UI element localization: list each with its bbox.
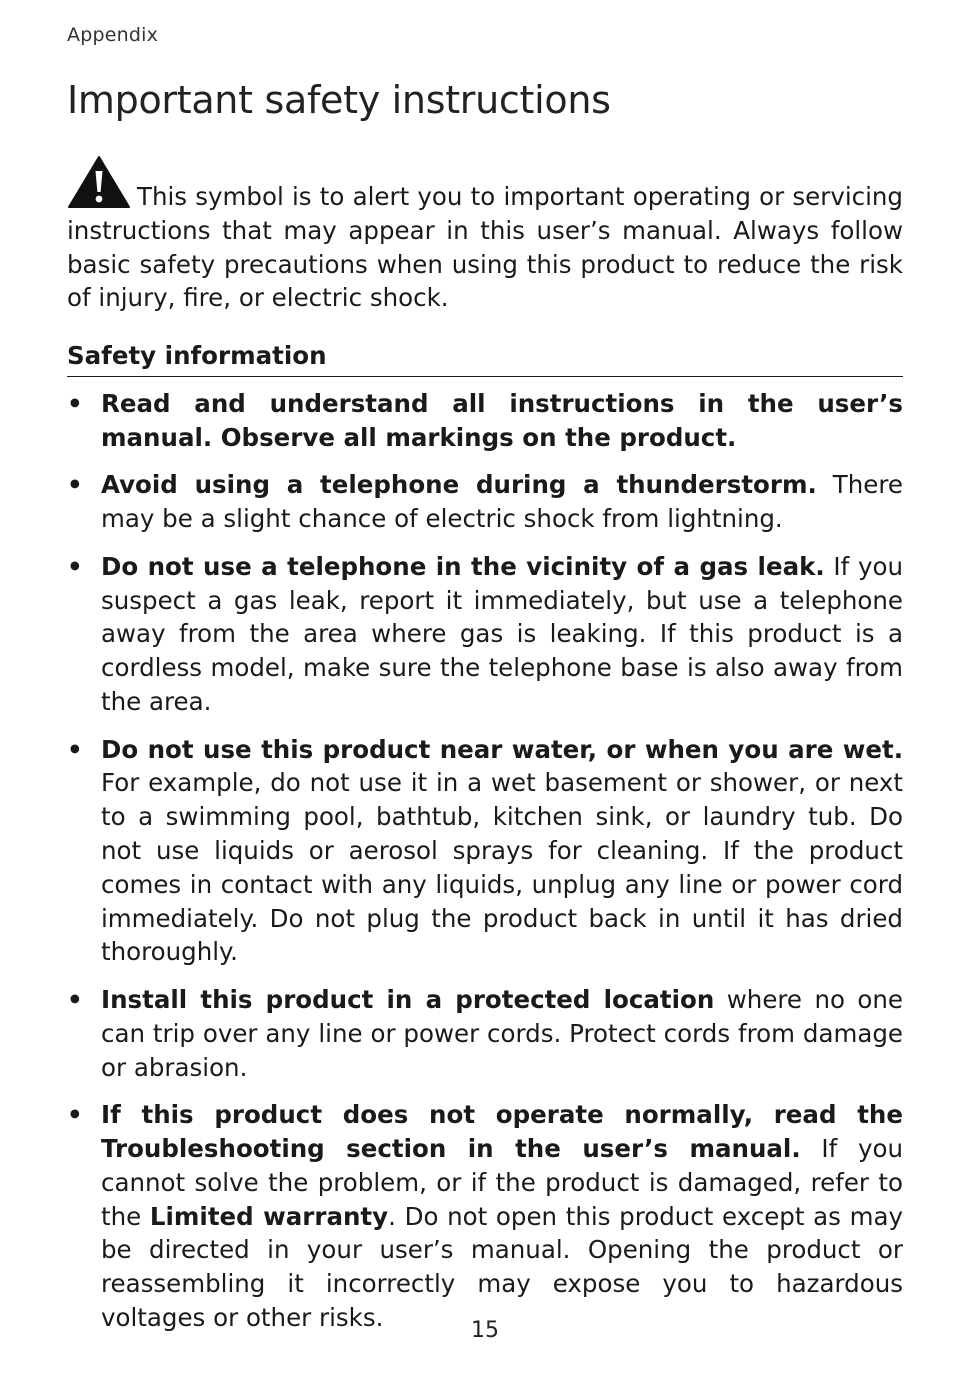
section-label: Appendix bbox=[67, 24, 159, 46]
item-bold-text: Do not use this product near water, or when you are wet. bbox=[101, 734, 903, 764]
list-item bbox=[67, 387, 903, 455]
list-item bbox=[67, 1098, 903, 1335]
item-text: where no one can trip over any line or power cords. Protect cords from damage or abrasion. bbox=[101, 984, 903, 1082]
limited-warranty-text: Limited warranty bbox=[149, 1201, 389, 1231]
item-text: There may be a slight chance of electric shock from lightning. bbox=[101, 470, 903, 534]
bullet-dot: • bbox=[67, 1100, 83, 1130]
item-bold-text: Read and understand all instructions in the user’s manual. Observe all markings on the product. bbox=[101, 389, 903, 452]
list-item bbox=[67, 983, 903, 1084]
intro-text: This symbol is to alert you to important operating or servicing instructions that may appear in this user’s manual. Always follow basic safety precautions when using this product to reduce the risk of injury, fire, or electric shock. bbox=[67, 182, 903, 313]
bullet-dot: • bbox=[67, 984, 83, 1014]
page-title: Important safety instructions bbox=[67, 78, 611, 122]
bullet-dot: • bbox=[67, 470, 83, 500]
item-bold-text: Do not use a telephone in the vicinity of a gas leak. bbox=[101, 551, 825, 581]
warning-triangle-icon bbox=[67, 155, 131, 209]
item-text: For example, do not use it in a wet basement or shower, or next to a swimming pool, bathtub, kitchen sink, or laundry tub. Do not use liquids or aerosol sprays for cleaning. If the product comes in contact with any liquids, unplug any line or power cord immediately. Do not plug the product back in until it has dried thoroughly. bbox=[101, 768, 903, 967]
intro-paragraph bbox=[67, 155, 903, 315]
item-bold-text: If this product does not operate normally, read the Troubleshooting section in the user’s manual. bbox=[101, 1100, 903, 1163]
item-text: If you cannot solve the problem, or if the product is damaged, refer to the bbox=[101, 1133, 903, 1231]
item-bold-text: Install this product in a protected location bbox=[101, 984, 715, 1014]
list-item bbox=[67, 733, 903, 970]
bullet-dot: • bbox=[67, 734, 83, 764]
safety-list bbox=[67, 387, 903, 1349]
item-text-continued: . Do not open this product except as may be directed in your user’s manual. Opening the product or reassembling it incorrectly may expose you to hazardous voltages or other risks. bbox=[101, 1201, 903, 1332]
bullet-dot: • bbox=[67, 389, 83, 418]
safety-heading: Safety information bbox=[67, 339, 903, 377]
item-bold-text: Avoid using a telephone during a thunderstorm. bbox=[101, 470, 817, 500]
list-item bbox=[67, 550, 903, 719]
item-text: If you suspect a gas leak, report it immediately, but use a telephone away from the area where gas is leaking. If this product is a cordless model, make sure the telephone base is also away from the area. bbox=[101, 551, 903, 716]
list-item bbox=[67, 468, 903, 536]
bullet-dot: • bbox=[67, 551, 83, 581]
page-number: 15 bbox=[471, 1318, 499, 1343]
